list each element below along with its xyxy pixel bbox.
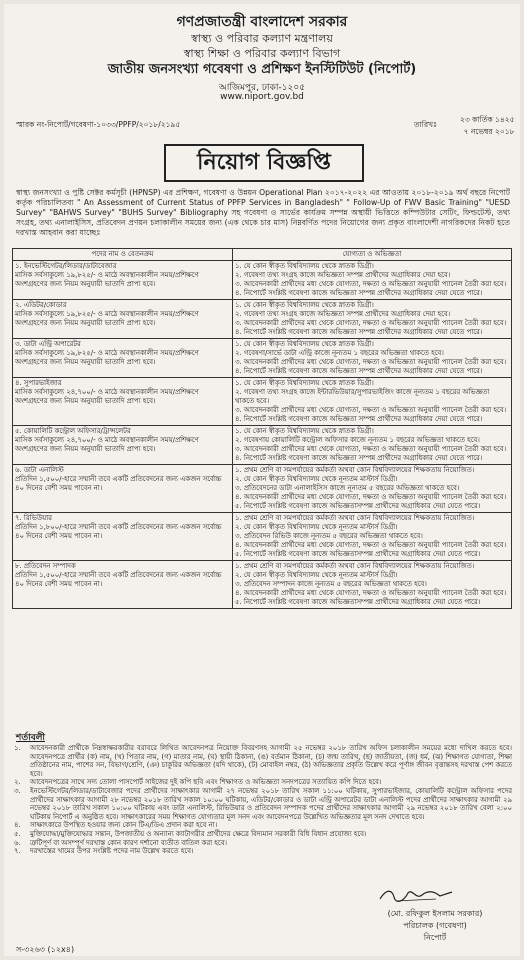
term-text: ত্রুটিপূর্ণ বা অসম্পূর্ণ দরখাস্ত কোন কারণ দর্শানো ব্যতীত বাতিল করা হবে। [30,838,228,847]
qualification-item: ৪. নিপোর্টে সংশ্লিষ্ট গবেষণা কাজে অভিজ্ঞতা সম্পন্ন প্রার্থীদের অগ্রাধিকার দেয়া যেতে পারে। [235,415,483,423]
column-header-post: পদের নাম ও বেতনক্রম [13,249,233,261]
ministry-heading: স্বাস্থ্য ও পরিবার কল্যাণ মন্ত্রণালয় [191,32,333,45]
post-salary: মাসিক সর্বসাকুল্যে ১৯,৮২৫/- ও মাঠে অবস্থানকালীন সময়/প্রশিক্ষণে অংশগ্রহণের জন্য নিয়ম অনুযায়ী ভাতাদি প্রাপ্য হবে। [15,349,199,366]
qualification-item: ৩. আবেদনকারী প্রার্থীদের মধ্য থেকে যোগ্যতা, দক্ষতা ও অভিজ্ঞতা অনুযায়ী প্যানেল তৈরী করা হবে। [235,358,507,366]
address-line: আজিমপুর, ঢাকা-১২০৫ [218,83,306,93]
website-line: www.niport.gov.bd [220,92,304,102]
qualification-item: ৩. আবেদনকারী প্রার্থীদের মধ্য থেকে যোগ্যতা, দক্ষতা ও অভিজ্ঞতা অনুযায়ী প্যানেল তৈরী করা হবে। [235,280,507,288]
post-cell [13,513,233,561]
memo-number: স্মারক নং-নিপোর্ট/গবেষণা-১০৩৩/PPFP/২০১৮/২১৯৫ [16,120,181,129]
qualification-item: ১. যে কোন স্বীকৃত বিশ্ববিদ্যালয় থেকে স্নাতক ডিগ্রী। [235,262,374,270]
qualification-item: ৫. নিপোর্টে সংশ্লিষ্ট গবেষণা কাজে অভিজ্ঞতাসম্পন্ন প্রার্থীদের অগ্রাধিকার দেয়া যেতে পারে। [235,502,481,510]
term-number: ৬. [14,838,21,847]
post-name: ৩. ডাটা এন্ট্রি অপারেটর [15,340,81,348]
table-row [13,513,512,561]
post-name: ৬. ডাটা এনালিস্ট [15,466,64,474]
post-cell [13,561,233,609]
qualification-item: ১. যে কোন স্বীকৃত বিশ্ববিদ্যালয় থেকে স্নাতক ডিগ্রী। [235,340,374,348]
qualification-cell [233,300,512,339]
table-row [13,426,512,465]
post-name: ২. এডিটর/কোডার [15,301,67,309]
qualification-cell [233,339,512,378]
qualification-item: ৫. নিপোর্টে সংশ্লিষ্ট গবেষণা কাজে অভিজ্ঞতাসম্পন্ন প্রার্থীদের অগ্রাধিকার দেয়া যেতে পারে। [235,550,481,558]
qualification-item: ৩. আবেদনকারী প্রার্থীদের মধ্য থেকে যোগ্যতা, দক্ষতা ও অভিজ্ঞতা অনুযায়ী প্যানেল তৈরী করা হবে। [235,319,507,327]
qualification-item: ১. যে কোন স্বীকৃত বিশ্ববিদ্যালয় থেকে স্নাতক ডিগ্রী। [235,427,374,435]
qualification-item: ২. যে কোন স্বীকৃত বিশ্ববিদ্যালয় থেকে নূন্যতম মাস্টার্স ডিগ্রী। [235,475,398,483]
qualification-item: ১. যে কোন স্বীকৃত বিশ্ববিদ্যালয় থেকে স্নাতক ডিগ্রী। [235,379,374,387]
term-item [14,778,512,787]
post-cell [13,426,233,465]
qualification-item: ২. গবেষণায় কোয়ালিটি কন্ট্রোল অফিসার কাজে নূন্যতম ১ বছরের অভিজ্ঞতা থাকতে হবে। [235,436,480,444]
term-text: সাক্ষাৎকারে উপস্থিত হওয়ার জন্য কোন টিএ/ডিএ প্রদান করা হবে না। [30,821,218,830]
qualification-item: ৩. প্রতিবেদন সম্পাদন কাজে নূন্যতম ৫ বছরের অভিজ্ঞতা থাকতে হবে। [235,580,427,588]
qualification-item: ৩. প্রতিবেদনের ডাটা এনালাইসিস কাজে নূন্যতম ৫ বছরের অভিজ্ঞতা থাকতে হবে। [235,484,460,492]
posts-table [12,248,512,609]
term-number: ১. [14,744,21,752]
date-bangla: ২৩ কার্তিক ১৪২৫ [460,115,515,124]
term-text: দরখাস্তের খামের উপর সংশ্লিষ্ট পদের নাম উল্লেখ করতে হবে। [30,847,194,856]
qualification-item: ১. যে কোন স্বীকৃত বিশ্ববিদ্যালয় থেকে স্নাতক ডিগ্রী। [235,301,374,309]
term-item [14,830,512,839]
institute-heading: জাতীয় জনসংখ্যা গবেষণা ও প্রশিক্ষণ ইনস্টিটিউট (নিপোর্ট) [107,62,417,77]
qualification-item: ২. গবেষণা তথ্য সংগ্রহ কাজে অভিজ্ঞতা সম্পন্ন প্রার্থীদের অগ্রাধিকার দেয়া হবে। [235,310,451,318]
qualification-item: ৪. নিপোর্টে সংশ্লিষ্ট গবেষণা কাজে অভিজ্ঞতা সম্পন্ন প্রার্থীদের অগ্রাধিকার দেয়া যেতে পারে। [235,367,483,375]
post-cell [13,261,233,300]
date-label: তারিখঃ [414,120,437,129]
newspaper-notice [4,4,520,956]
intro-paragraph: স্বাস্থ্য জনসংখ্যা ও পুষ্টি সেক্টর কর্মসূচী (HPNSP) এর প্রশিক্ষণ, গবেষণা ও উন্নয়ন Operational Plan ২০১৭-২০২২ এর আওতায় ২০১৮-২০১৯ অর্থ বছরে নিপোর্ট কর্তৃক পরিচালিতব্য " An Assessment of Current Status of PPFP Services in Bangladesh" " Follow-Up of FWV Basic Training" "UESD Survey" "BAHWS Survey" "BUHS Survey" Bibliography সহ গবেষণা ও সার্ভের কার্যক্রম সম্পন্ন অস্থায়ী ভিত্তিতে কম্পিউটার সেটিং, ফিল্ডটেস্ট, তথ্য সংগ্রহ, তথ্য এনালাইসিস, প্রতিবেদন প্রণয়ন চলাকালীন সময়ের জন্য (এক থেকে চার মাস) নিম্নবর্ণিত পদের নিয়োগের জন্য প্রকৃত বাংলাদেশী নাগরিকদের নিকট হতে দরখাস্ত আহবান করা যাচ্ছেঃ [16,188,510,237]
table-row [13,300,512,339]
ad-code: স-৩২৬৩ (১২x৪) [16,945,75,954]
date-english: ৭ নভেম্বর ২০১৮ [463,127,515,136]
table-row [13,261,512,300]
table-header-row [13,249,512,261]
term-text: আবেদনকারী প্রার্থীকে নিম্নস্বাক্ষরকারীর বরাবরে লিখিত আবেদনপত্র নিয়োক্ত বিবরণসহ আগামী ২৫ নভেম্বর ২০১৮ তারিখ অফিস চলাকালীন সময়ের মধ্যে দাখিল করতে হবে। আবেদনপত্রে প্রার্থীর (ক) নাম, (খ) পিতার নাম, (গ) মাতার নাম, (ঘ) স্থায়ী ঠিকানা, (ঙ) বর্তমান ঠিকানা, (চ) জন্ম তারিখ, (ছ) জাতীয়তা, (জ) ধর্ম, (ঝ) শিক্ষাগত যোগ্যতা, শিক্ষা প্রতিষ্ঠানের নাম, পাশের সন, বিভাগ/শ্রেণি, (ঞ) চাকুরির অভিজ্ঞতা (যদি থাকে), (ট) মোবাইল নম্বর, (ঠ) অভিজ্ঞতার প্রকৃতি উল্লেখ করে পূর্ণাঙ্গ জীবন বৃত্তান্তসহ দরখাস্ত পেশ করতে হবে। [30,744,512,778]
term-number: ৫. [14,829,21,838]
term-number: ৭. [14,847,21,856]
table-row [13,465,512,513]
term-number: ৩. [14,786,21,795]
term-number: ৪. [14,821,21,830]
post-salary: মাসিক সর্বসাকুল্যে ১৯,৮২৫/- ও মাঠে অবস্থানকালীন সময়/প্রশিক্ষণে অংশগ্রহণের জন্য নিয়ম অনুযায়ী ভাতাদি প্রাপ্য হবে। [15,271,199,288]
qualification-item: ৪. আবেদনকারী প্রার্থীদের মধ্য থেকে যোগ্যতা, দক্ষতা ও অভিজ্ঞতা অনুযায়ী প্যানেল তৈরী করা হবে। [235,541,507,549]
qualification-item: ২. গবেষণা তথ্য সংগ্রহ কাজে ইন্টারভিউয়ার/সুপারভাইজিং কাজে নূন্যতম ১ বছরের অভিজ্ঞতা থাকতে হবে। [235,388,490,405]
qualification-item: ২. গবেষণা তথ্য সংগ্রহ কাজে অভিজ্ঞতা সম্পন্ন প্রার্থীদের অগ্রাধিকার দেয়া হবে। [235,271,451,279]
post-salary: মাসিক সর্বসাকুল্যে ২৪,৭০০/- ও মাঠে অবস্থানকালীন সময়/প্রশিক্ষণে অংশগ্রহণের জন্য নিয়ম অনুযায়ী ভাতাদি প্রাপ্য হবে। [15,388,199,405]
term-number: ২. [14,778,21,787]
qualification-item: ১. প্রথম শ্রেণি বা সমপর্যায়ের কর্মকর্তা অথবা কোন বিশ্ববিদ্যালয়ের শিক্ষকতায় নিয়োজিত। [235,562,475,570]
term-item [14,839,512,848]
table-row [13,378,512,426]
post-name: ৪. সুপারভাইজার [15,379,62,387]
terms-heading: শর্তাবলী [16,733,45,743]
qualification-cell [233,261,512,300]
term-item [14,787,512,821]
terms-list [14,744,512,856]
division-heading: স্বাস্থ্য শিক্ষা ও পরিবার কল্যাণ বিভাগ [183,47,341,60]
post-cell [13,465,233,513]
qualification-item: ৪. নিপোর্টে সংশ্লিষ্ট গবেষণা কাজে অভিজ্ঞতা সম্পন্ন প্রার্থীদের অগ্রাধিকার দেয়া যেতে পারে। [235,328,483,336]
date-block [460,114,514,138]
post-name: ৭. রিভিউয়ার [15,514,52,522]
post-name: ৫. কোয়ালিটি কন্ট্রোল অফিসার/ট্রান্সলেটর [15,427,131,435]
table-row [13,339,512,378]
qualification-item: ১. প্রথম শ্রেণি বা সমপর্যায়ের কর্মকর্তা অথবা কোন বিশ্ববিদ্যালয়ের শিক্ষকতায় নিয়োজিত। [235,514,475,522]
qualification-cell [233,378,512,426]
qualification-cell [233,465,512,513]
term-item [14,744,512,778]
post-cell [13,339,233,378]
post-name: ৮. প্রতিবেদন সম্পাদক [15,562,76,570]
qualification-item: ১. প্রথম শ্রেণি বা সমপর্যায়ের কর্মকর্তা অথবা কোন বিশ্ববিদ্যালয়ের শিক্ষকতায় নিয়োজিত। [235,466,475,474]
post-salary: মাসিক সর্বসাকুল্যে ১৯,৮২৫/- ও মাঠে অবস্থানকালীন সময়/প্রশিক্ষণে অংশগ্রহণের জন্য নিয়ম অনুযায়ী ভাতাদি প্রাপ্য হবে। [15,310,199,327]
signature-scribble [376,886,456,904]
qualification-item: ৪. আবেদনকারী প্রার্থীদের মধ্য থেকে যোগ্যতা, দক্ষতা ও অভিজ্ঞতা অনুযায়ী প্যানেল তৈরী করা হবে। [235,493,507,501]
qualification-item: ৩. আবেদনকারী প্রার্থীদের মধ্য থেকে যোগ্যতা, দক্ষতা ও অভিজ্ঞতা অনুযায়ী প্যানেল তৈরী করা হবে। [235,445,507,453]
table-row [13,561,512,609]
term-text: আবেদনপত্রের সাথে সদ্য তোলা পাসপোর্ট সাইজের দুই কপি ছবি এবং শিক্ষাগত ও অভিজ্ঞতা সনদপত্রের সত্যায়িত কপি দিতে হবে। [30,778,382,787]
qualification-item: ৩. আবেদনকারী প্রার্থীদের মধ্য থেকে যোগ্যতা, দক্ষতা ও অভিজ্ঞতা অনুযায়ী প্যানেল তৈরী করা হবে। [235,406,507,414]
qualification-cell [233,513,512,561]
signatory-designation: পরিচালক (গবেষণা) [403,921,467,930]
qualification-item: ২. গবেষণা/সার্ভে ডাটা এন্ট্রি কাজে নূন্যতম ১ বছরের অভিজ্ঞতা থাকতে হবে। [235,349,444,357]
term-item [14,847,512,856]
post-salary: প্রতিদিন ১,৮০০/-হারে সম্মানী তবে একটি প্রতিবেদনের জন্য একজন সর্বোচ্চ ৪০ দিনের বেশী সময় পাবেন না। [15,523,222,540]
term-text: মুক্তিযোদ্ধা/মুক্তিযোদ্ধার সন্তান, উপজাতীয় ও অন্যান্য ক্যাটাগরীর প্রার্থীদের ক্ষেত্রে বিদ্যমান সরকারী বিধি বিধান প্রযোজ্য হবে। [30,829,367,838]
term-item [14,821,512,830]
qualification-item: ৫. নিপোর্টে সংশ্লিষ্ট গবেষণা কাজে অভিজ্ঞতাসম্পন্ন প্রার্থীদের অগ্রাধিকার দেয়া যেতে পারে। [235,598,481,606]
qualification-item: ৪. আবেদনকারী প্রার্থীদের মধ্য থেকে যোগ্যতা, দক্ষতা ও অভিজ্ঞতা অনুযায়ী প্যানেল তৈরী করা হবে। [235,589,507,597]
post-cell [13,300,233,339]
post-cell [13,378,233,426]
qualification-item: ৪. নিপোর্টে সংশ্লিষ্ট গবেষণা কাজে অভিজ্ঞতা সম্পন্ন প্রার্থীদের অগ্রাধিকার দেয়া যেতে পারে। [235,454,483,462]
post-salary: মাসিক সর্বসাকুল্যে ২৪,৭০০/- ও মাঠে অবস্থানকালীন সময়/প্রশিক্ষণে অংশগ্রহণের জন্য নিয়ম অনুযায়ী ভাতাদি প্রাপ্য হবে। [15,436,199,453]
qualification-cell [233,561,512,609]
post-salary: প্রতিদিন ১,৫০০/-হারে সম্মানী তবে একটি প্রতিবেদনের জন্য একজন সর্বোচ্চ ৪০ দিনের বেশী সময় পাবেন না। [15,571,222,588]
signatory-organization: নিপোর্ট [423,933,447,942]
post-salary: প্রতিদিন ১,৫০০/-হারে সম্মানী তবে একটি প্রতিবেদনের জন্য একজন সর্বোচ্চ ৪০ দিনের বেশী সময় পাবেন না। [15,475,222,492]
qualification-item: ২. যে কোন স্বীকৃত বিশ্ববিদ্যালয় থেকে নূন্যতম মাস্টার্স ডিগ্রী। [235,523,398,531]
post-name: ১. ইনভেস্টিগেটর/লিডার/ডাটাবেজার [15,262,117,270]
signatory-name: (মো. রফিকুল ইসলাম সরকার) [387,909,483,918]
govt-heading: গণপ্রজাতন্ত্রী বাংলাদেশ সরকার [176,14,348,30]
term-text: ইনভেস্টিগেটর/লিডার/ডাটাবেজার পদের প্রার্থীদের সাক্ষাৎকার আগামী ২৭ নভেম্বর ২০১৮ তারিখ সকাল ১১:০০ ঘটিকায়, সুপারভাইজার, কোয়ালিটি কন্ট্রোল অফিসার পদের প্রার্থীদের সাক্ষাৎকার আগামী ২৮ নভেম্বর ২০১৮ তারিখ সকাল ১০:০০ ঘটিকায়, এডিটর/কোডার ও ডাটা এন্ট্রি অপারেটর ডাটা এনালিস্ট পদের প্রার্থীদের সাক্ষাৎকার আগামী ২৯ নভেম্বর ২০১৮ তারিখ সকাল ১০:০০ ঘটিকায় এবং ডাটা এনালিস্ট, রিভিউয়ার ও প্রতিবেদন সম্পাদক পদের প্রার্থীদের সাক্ষাৎকার আগামী ২৯ নভেম্বর ২০১৮ তারিখ বেলা ২:০০ ঘটিকায় নিপোর্ট এ অনুষ্ঠিত হবে। সাক্ষাৎকারের সময় শিক্ষাগত যোগ্যতার মূল সনদ এবং আবেদনপত্রে উল্লেখিত অভিজ্ঞতার মূল সনদ দেখাতে হবে। [30,786,512,821]
column-header-qualification: যোগ্যতা ও অভিজ্ঞতা [233,249,512,261]
qualification-item: ৩. প্রতিবেদন রিভিউ কাজে নূন্যতম ৫ বছরের অভিজ্ঞতা থাকতে হবে। [235,532,423,540]
qualification-item: ২. যে কোন স্বীকৃত বিশ্ববিদ্যালয় থেকে নূন্যতম মাস্টার্স ডিগ্রী। [235,571,398,579]
qualification-item: ৪. নিপোর্টে সংশ্লিষ্ট গবেষণা কাজে অভিজ্ঞতা সম্পন্ন প্রার্থীদের অগ্রাধিকার দেয়া যেতে পারে। [235,289,483,297]
qualification-cell [233,426,512,465]
notice-title: নিয়োগ বিজ্ঞপ্তি [164,144,364,182]
table-body [13,261,512,609]
